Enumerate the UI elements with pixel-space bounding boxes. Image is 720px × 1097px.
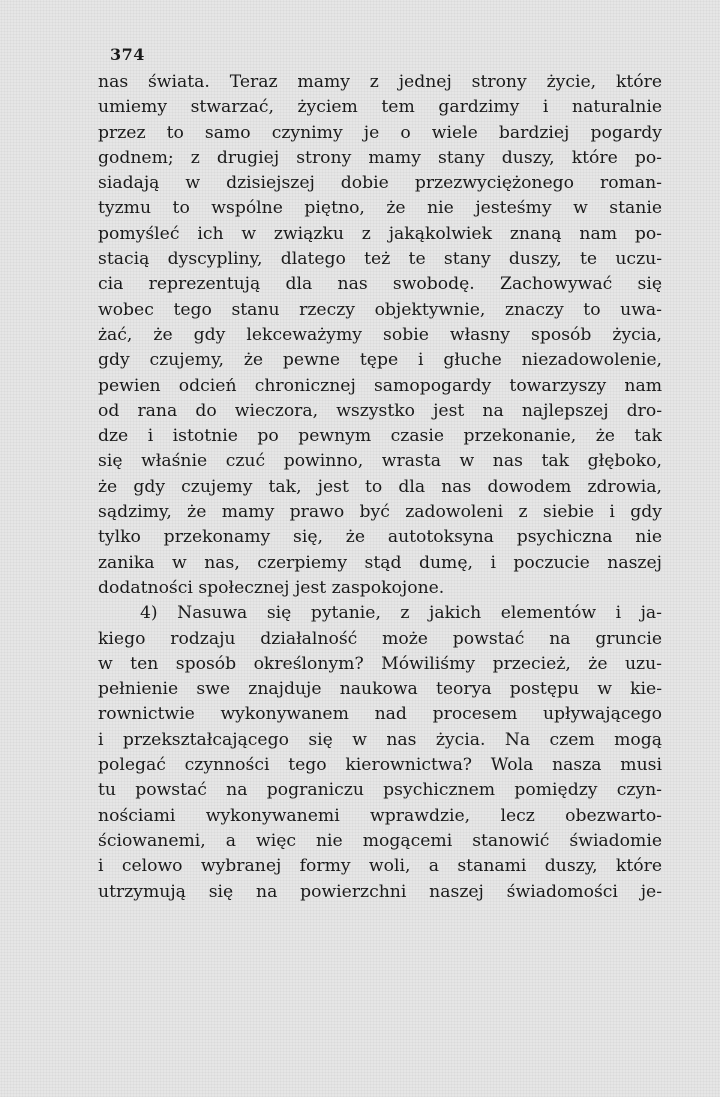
text-line: sądzimy, że mamy prawo być zadowoleni z siebie i gdy xyxy=(98,502,662,523)
text-line: godnem; z drugiej strony mamy stany duszy, które po- xyxy=(98,147,662,168)
text-line: siadają w dzisiejszej dobie przezwyciężonego roman- xyxy=(98,173,662,194)
text-line: żać, że gdy lekceważymy sobie własny sposób życia, xyxy=(98,324,662,345)
text-line: dze i istotnie po pewnym czasie przekonanie, że tak xyxy=(98,426,662,447)
text-line: wobec tego stanu rzeczy objektywnie, znaczy to uwa- xyxy=(98,299,662,320)
text-line: nościami wykonywanemi wprawdzie, lecz obezwarto- xyxy=(98,805,662,826)
body-text xyxy=(98,70,662,905)
text-line: zanika w nas, czerpiemy stąd dumę, i poczucie naszej xyxy=(98,552,662,573)
text-line: przez to samo czynimy je o wiele bardziej pogardy xyxy=(98,122,662,143)
text-line: pełnienie swe znajduje naukowa teorya postępu w kie- xyxy=(98,679,662,700)
text-line: tu powstać na pograniczu psychicznem pomiędzy czyn- xyxy=(98,780,662,801)
text-line: i przekształcającego się w nas życia. Na czem mogą xyxy=(98,729,662,750)
text-line: tylko przekonamy się, że autotoksyna psychiczna nie xyxy=(98,527,662,548)
text-line: gdy czujemy, że pewne tępe i głuche niezadowolenie, xyxy=(98,350,662,371)
text-line: stacią dyscypliny, dlatego też te stany duszy, te uczu- xyxy=(98,249,662,270)
text-line: nas świata. Teraz mamy z jednej strony życie, które xyxy=(98,72,662,92)
text-line: rownictwie wykonywanem nad procesem upływającego xyxy=(98,704,662,725)
text-line: że gdy czujemy tak, jest to dla nas dowodem zdrowia, xyxy=(98,476,662,497)
text-line: w ten sposób określonym? Mówiliśmy przecież, że uzu- xyxy=(98,653,662,674)
text-line: od rana do wieczora, wszystko jest na najlepszej dro- xyxy=(98,400,662,421)
text-line: kiego rodzaju działalność może powstać na gruncie xyxy=(98,628,662,649)
text-line: 4) Nasuwa się pytanie, z jakich elementów i ja- xyxy=(140,603,662,624)
text-line: ściowanemi, a więc nie mogącemi stanowić świadomie xyxy=(98,830,662,851)
text-line: się właśnie czuć powinno, wrasta w nas tak głęboko, xyxy=(98,451,662,472)
text-line: polegać czynności tego kierownictwa? Wola nasza musi xyxy=(98,755,662,776)
text-line: utrzymują się na powierzchni naszej świadomości je- xyxy=(98,881,662,902)
text-line: pomyśleć ich w związku z jakąkolwiek znaną nam po- xyxy=(98,223,662,244)
text-line: dodatności społecznej jest zaspokojone. xyxy=(98,577,445,598)
text-line: pewien odcień chronicznej samopogardy towarzyszy nam xyxy=(98,375,662,396)
text-line: cia reprezentują dla nas swobodę. Zachowywać się xyxy=(98,274,662,295)
text-line: i celowo wybranej formy woli, a stanami duszy, które xyxy=(98,856,662,877)
text-line: umiemy stwarzać, życiem tem gardzimy i naturalnie xyxy=(98,97,662,118)
text-line: tyzmu to wspólne piętno, że nie jesteśmy w stanie xyxy=(98,198,662,219)
page-number: 374 xyxy=(110,45,145,64)
